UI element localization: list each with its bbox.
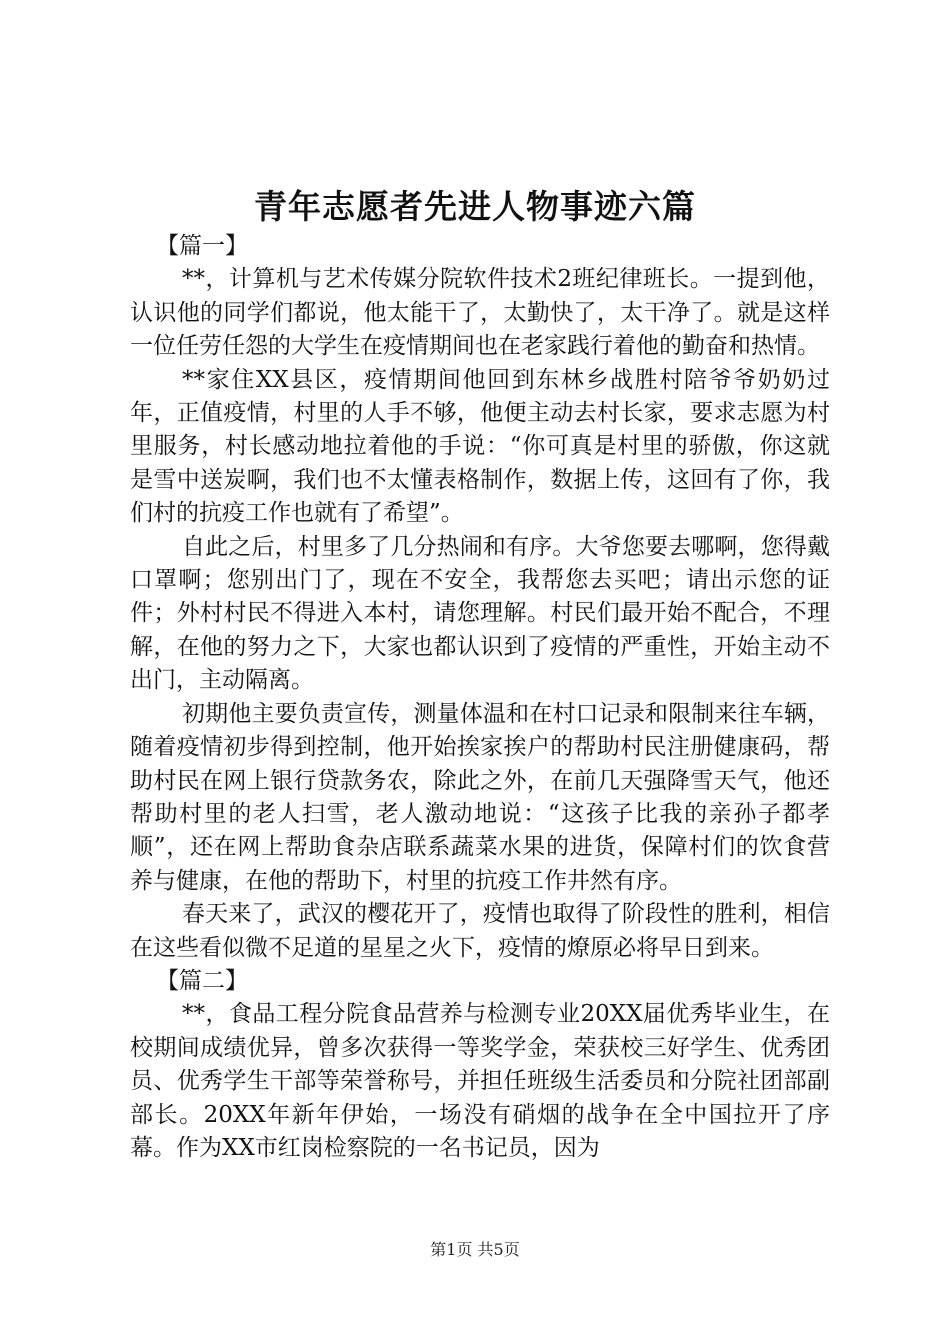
paragraph: **家住XX县区，疫情期间他回到东林乡战胜村陪爷爷奶奶过年，正值疫情，村里的人手不够，他便主动去村长家，要求志愿为村里服务，村长感动地拉着他的手说：“你可真是村里的骄傲，你这就是雪中送炭啊，我们也不太懂表格制作，数据上传，这回有了你，我们村的抗疫工作也就有了希望”。 — [130, 366, 830, 527]
section-heading-2: 【篇二】 — [156, 967, 248, 994]
paragraph: 自此之后，村里多了几分热闹和有序。大爷您要去哪啊，您得戴口罩啊；您别出门了，现在不安全，我帮您去买吧；请出示您的证件；外村村民不得进入本村，请您理解。村民们最开始不配合，不理解，在他的努力之下，大家也都认识到了疫情的严重性，开始主动不出门，主动隔离。 — [130, 533, 830, 694]
paragraph: 初期他主要负责宣传，测量体温和在村口记录和限制来往车辆，随着疫情初步得到控制，他开始挨家挨户的帮助村民注册健康码，帮助村民在网上银行贷款务农，除此之外，在前几天强降雪天气，他还帮助村里的老人扫雪，老人激动地说：“这孩子比我的亲孙子都孝顺”，还在网上帮助食杂店联系蔬菜水果的进货，保障村们的饮食营养与健康，在他的帮助下，村里的抗疫工作井然有序。 — [130, 700, 830, 894]
document-body — [130, 230, 830, 1165]
section-heading-1: 【篇一】 — [156, 233, 248, 259]
paragraph: 春天来了，武汉的樱花开了，疫情也取得了阶段性的胜利，相信在这些看似微不足道的星星之火下，疫情的燎原必将早日到来。 — [130, 901, 830, 961]
document-title: 青年志愿者先进人物事迹六篇 — [254, 187, 696, 226]
paragraph: **，食品工程分院食品营养与检测专业20XX届优秀毕业生，在校期间成绩优异，曾多次获得一等奖学金，荣获校三好学生、优秀团员、优秀学生干部等荣誉称号，并担任班级生活委员和分院社团部副部长。20XX年新年伊始，一场没有硝烟的战争在全中国拉开了序幕。作为XX市红岗检察院的一名书记员，因为 — [130, 1001, 830, 1161]
page-footer: 第1页 共5页 — [430, 1240, 520, 1259]
paragraph: **，计算机与艺术传媒分院软件技术2班纪律班长。一提到他，认识他的同学们都说，他太能干了，太勤快了，太干净了。就是这样一位任劳任怨的大学生在疫情期间也在老家践行着他的勤奋和热情。 — [130, 266, 830, 360]
